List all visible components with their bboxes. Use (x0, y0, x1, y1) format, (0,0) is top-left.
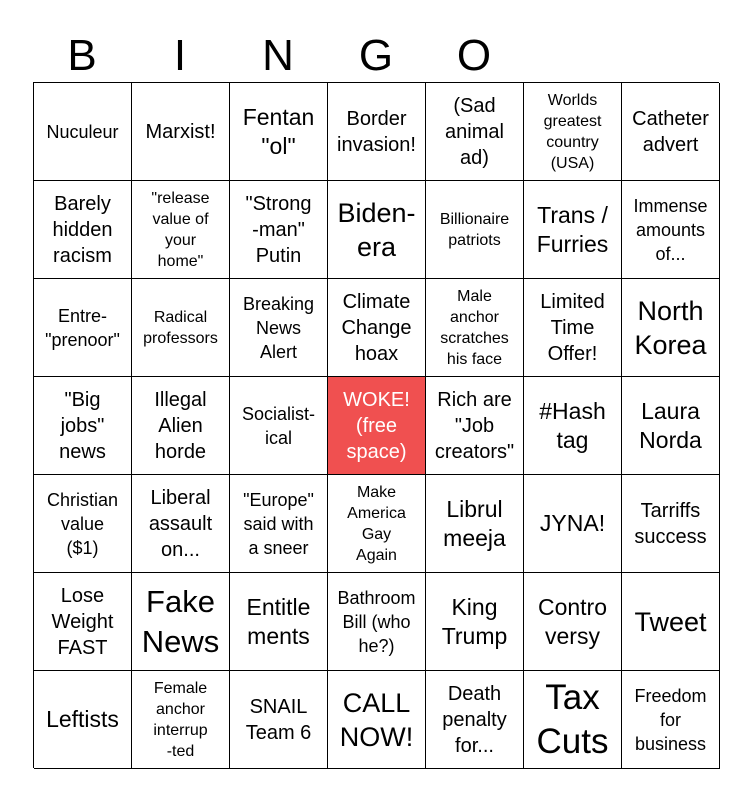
bingo-cell[interactable]: Bathroom Bill (who he?) (328, 573, 426, 671)
bingo-cell[interactable]: (Sad animal ad) (426, 83, 524, 181)
bingo-cell[interactable]: Tax Cuts (524, 671, 622, 769)
bingo-cell[interactable]: Immense amounts of... (622, 181, 720, 279)
bingo-cell[interactable]: Illegal Alien horde (132, 377, 230, 475)
bingo-cell[interactable]: Biden- era (328, 181, 426, 279)
bingo-cell[interactable]: SNAIL Team 6 (230, 671, 328, 769)
bingo-cell[interactable]: Trans / Furries (524, 181, 622, 279)
bingo-cell[interactable]: Marxist! (132, 83, 230, 181)
bingo-cell[interactable]: North Korea (622, 279, 720, 377)
bingo-cell[interactable]: "release value of your home" (132, 181, 230, 279)
bingo-cell[interactable]: Entitle ments (230, 573, 328, 671)
bingo-cell[interactable]: Nuculeur (34, 83, 132, 181)
bingo-cell[interactable]: Limited Time Offer! (524, 279, 622, 377)
bingo-cell[interactable]: Librul meeja (426, 475, 524, 573)
bingo-cell[interactable]: "Big jobs" news (34, 377, 132, 475)
bingo-cell[interactable]: #Hash tag (524, 377, 622, 475)
bingo-cell[interactable]: Billionaire patriots (426, 181, 524, 279)
bingo-cell[interactable]: Lose Weight FAST (34, 573, 132, 671)
bingo-cell[interactable]: Climate Change hoax (328, 279, 426, 377)
header-letter-o: O (456, 31, 492, 80)
free-space-cell[interactable]: WOKE! (free space) (328, 377, 426, 475)
bingo-cell[interactable]: JYNA! (524, 475, 622, 573)
bingo-cell[interactable]: Fake News (132, 573, 230, 671)
bingo-cell[interactable]: Tarriffs success (622, 475, 720, 573)
bingo-cell[interactable]: Tweet (622, 573, 720, 671)
bingo-cell[interactable]: Barely hidden racism (34, 181, 132, 279)
bingo-cell[interactable]: CALL NOW! (328, 671, 426, 769)
bingo-cell[interactable]: Laura Norda (622, 377, 720, 475)
bingo-cell[interactable]: Radical professors (132, 279, 230, 377)
bingo-card-grid (33, 82, 719, 768)
bingo-cell[interactable]: Rich are "Job creators" (426, 377, 524, 475)
bingo-cell[interactable]: Breaking News Alert (230, 279, 328, 377)
bingo-cell[interactable]: Worlds greatest country (USA) (524, 83, 622, 181)
bingo-cell[interactable]: Leftists (34, 671, 132, 769)
bingo-cell[interactable]: Fentan "ol" (230, 83, 328, 181)
bingo-cell[interactable]: Socialist- ical (230, 377, 328, 475)
header-letter-b: B (67, 31, 97, 80)
bingo-header (33, 30, 719, 82)
bingo-cell[interactable]: Female anchor interrup -ted (132, 671, 230, 769)
header-letter-g: G (358, 31, 394, 80)
bingo-cell[interactable]: Liberal assault on... (132, 475, 230, 573)
bingo-cell[interactable]: King Trump (426, 573, 524, 671)
bingo-cell[interactable]: Death penalty for... (426, 671, 524, 769)
bingo-cell[interactable]: Christian value ($1) (34, 475, 132, 573)
bingo-cell[interactable]: "Strong -man" Putin (230, 181, 328, 279)
bingo-cell[interactable]: Freedom for business (622, 671, 720, 769)
bingo-cell[interactable]: Contro versy (524, 573, 622, 671)
bingo-cell[interactable]: Male anchor scratches his face (426, 279, 524, 377)
bingo-cell[interactable]: Catheter advert (622, 83, 720, 181)
header-letter-n: N (262, 31, 294, 80)
bingo-cell[interactable]: Entre- "prenoor" (34, 279, 132, 377)
header-letter-i: I (173, 31, 187, 80)
bingo-cell[interactable]: "Europe" said with a sneer (230, 475, 328, 573)
bingo-cell[interactable]: Make America Gay Again (328, 475, 426, 573)
bingo-cell[interactable]: Border invasion! (328, 83, 426, 181)
